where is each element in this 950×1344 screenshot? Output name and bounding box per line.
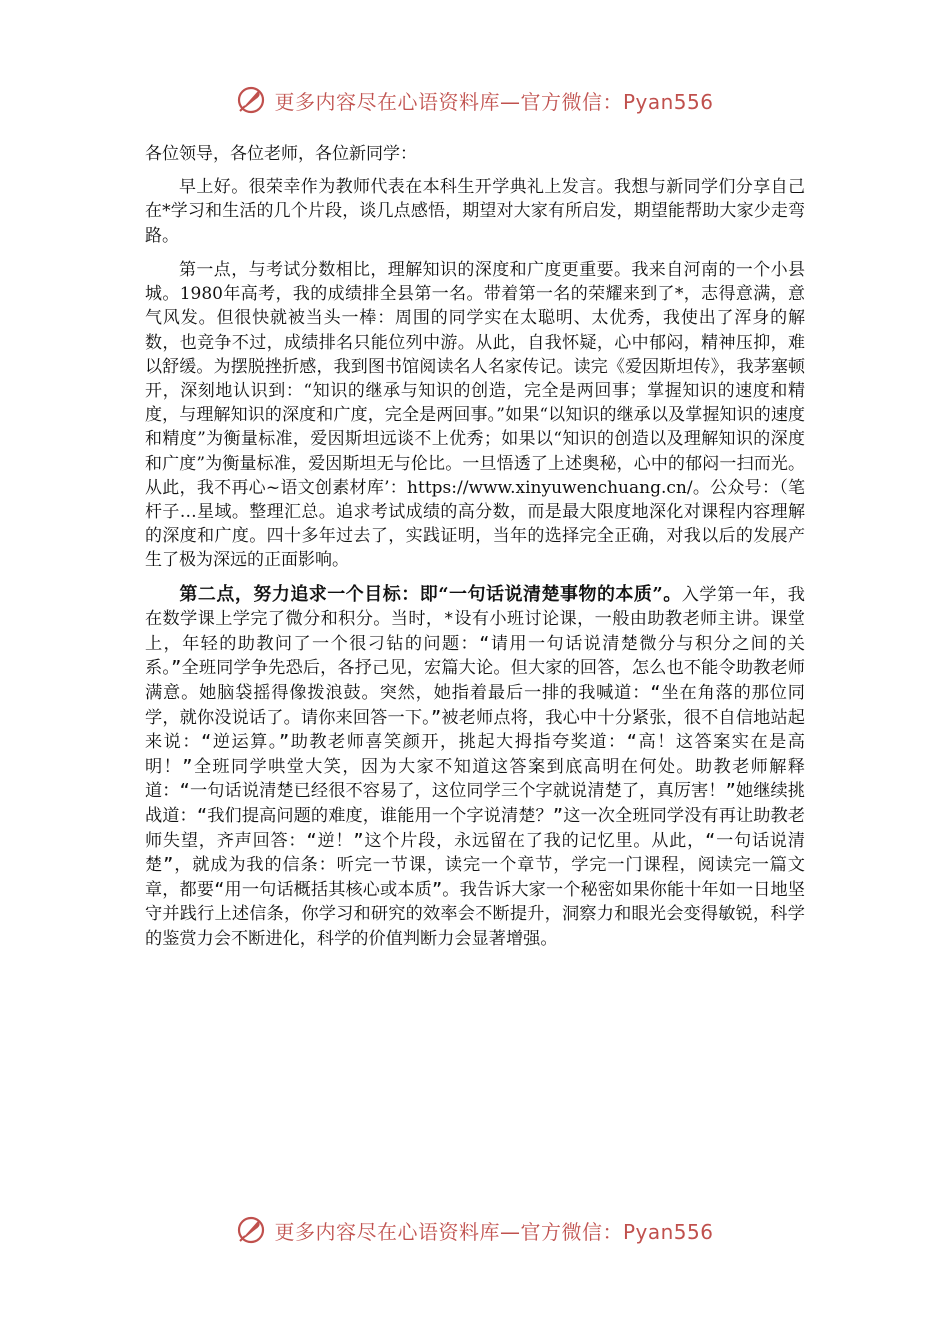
- greeting: 各位领导，各位老师，各位新同学：: [145, 144, 417, 164]
- point-two-paragraph: [145, 583, 805, 952]
- intro-paragraph: 早上好。很荣幸作为教师代表在本科生开学典礼上发言。我想与新同学们分享自己在*学习和生活的几个片段，谈几点感悟，期望对大家有所启发，期望能帮助大家少走弯路。: [145, 176, 805, 246]
- header-watermark-banner: [0, 80, 950, 120]
- point-two-body: 入学第一年，我在数学课上学完了微分和积分。当时，*设有小班讨论课，一般由助教老师主讲。课堂上，年轻的助教问了一个很刁钻的问题：“请用一句话说清楚微分与积分之间的关系。”全班同学争先恐后，各抒己见，宏篇大论。但大家的回答，怎么也不能令助教老师满意。她脑袋摇得像拨浪鼓。突然，她指着最后一排的我喊道：“坐在角落的那位同学，就你没说话了。请你来回答一下。”被老师点将，我心中十分紧张，很不自信地站起来说：“逆运算。”助教老师喜笑颜开，挑起大拇指夸奖道：“高！这答案实在是高明！”全班同学哄堂大笑，因为大家不知道这答案到底高明在何处。助教老师解释道：“一句话说清楚已经很不容易了，这位同学三个字就说清楚了，真厉害！”她继续挑战道：“我们提高问题的难度，谁能用一个字说清楚？”这一次全班同学没有再让助教老师失望，齐声回答：“逆！”这个片段，永远留在了我的记忆里。从此，“一句话说清楚”，就成为我的信条：听完一节课，读完一个章节，学完一门课程，阅读完一篇文章，都要“用一句话概括其核心或本质”。我告诉大家一个秘密如果你能十年如一日地坚守并践行上述信条，你学习和研究的效率会不断提升，洞察力和眼光会变得敏锐，科学的鉴赏力会不断进化，科学的价值判断力会显著增强。: [145, 584, 805, 949]
- speech-document: [145, 142, 805, 952]
- footer-watermark-text: 更多内容尽在心语资料库—官方微信：Pyan556: [274, 1219, 714, 1244]
- quill-pen-icon: [236, 85, 266, 115]
- quill-pen-icon: [236, 1215, 266, 1245]
- footer-watermark-banner: [0, 1210, 950, 1250]
- point-two-heading: 第二点，努力追求一个目标：即“一句话说清楚事物的本质”。: [179, 583, 682, 605]
- header-watermark-text: 更多内容尽在心语资料库—官方微信：Pyan556: [274, 89, 714, 114]
- point-one-paragraph: 第一点，与考试分数相比，理解知识的深度和广度更重要。我来自河南的一个小县城。1980年高考，我的成绩排全县第一名。带着第一名的荣耀来到了*，志得意满，意气风发。但很快就被当头一棒：周围的同学实在太聪明、太优秀，我使出了浑身的解数，也竞争不过，成绩排名只能位列中游。从此，自我怀疑，心中郁闷，精神压抑，难以舒缓。为摆脱挫折感，我到图书馆阅读名人名家传记。读完《爱因斯坦传》，我茅塞顿开，深刻地认识到：“知识的继承与知识的创造，完全是两回事；掌握知识的速度和精度，与理解知识的深度和广度，完全是两回事。”如果“以知识的继承以及掌握知识的速度和精度”为衡量标准，爱因斯坦远谈不上优秀；如果以“知识的创造以及理解知识的深度和广度”为衡量标准，爱因斯坦无与伦比。一旦悟透了上述奥秘，心中的郁闷一扫而光。从此，我不再心~语文创素材库’：https://www.xinyuwenchuang.cn/。公众号：（笔杆子…星域。整理汇总。追求考试成绩的高分数，而是最大限度地深化对课程内容理解的深度和广度。四十多年过去了，实践证明，当年的选择完全正确，对我以后的发展产生了极为深远的正面影响。: [145, 260, 805, 571]
